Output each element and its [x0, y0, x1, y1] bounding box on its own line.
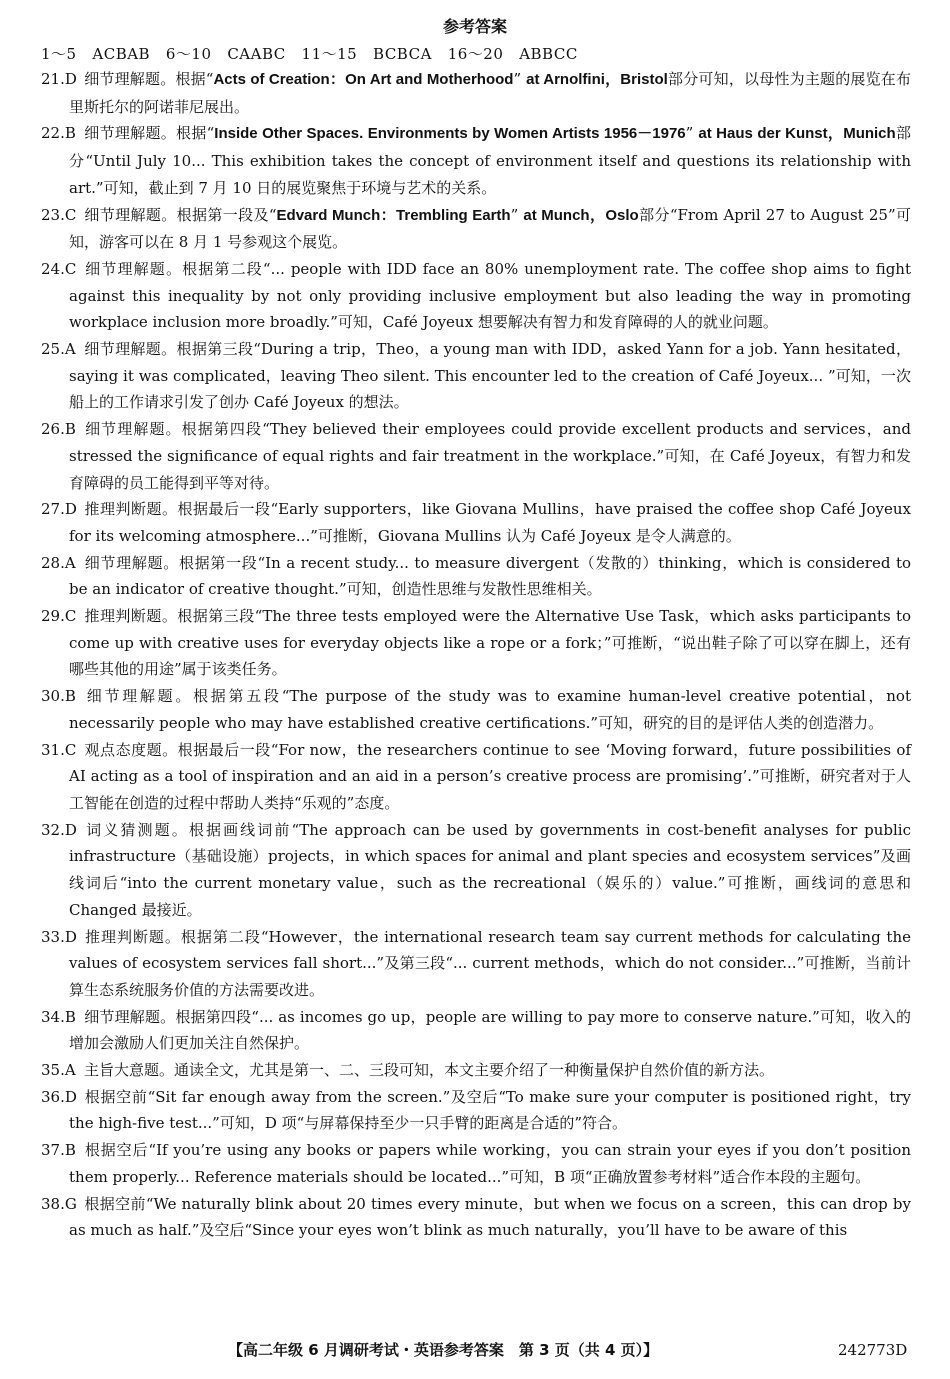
explanation-item	[41, 924, 911, 1004]
explanation-text: 主旨大意题。通读全文，尤其是第一、二、三段可知，本文主要介绍了一种衡量保护自然价值的新方法。	[84, 1061, 775, 1080]
item-number: 22.B	[41, 124, 76, 143]
explanation-item	[41, 202, 911, 256]
item-number: 30.B	[41, 687, 76, 706]
explanation-text: 细节理解题。根据“	[84, 70, 214, 88]
item-number: 32.D	[41, 820, 77, 839]
explanation-item	[41, 1137, 911, 1190]
answer-key-line: 1～5 ACBAB 6～10 CAABC 11～15 BCBCA 16～20 ABBCC	[41, 45, 578, 63]
explanation-item	[41, 1084, 911, 1137]
footer-code: 242773D	[838, 1341, 908, 1359]
explanation-text: 部分“Until July 10... This exhibition takes the concept of environment itself and questions its relationship with art.”可知，截止到 7 月 10 日的展览聚焦于环境与艺术的关系。	[69, 124, 911, 197]
explanation-item	[41, 496, 911, 549]
explanation-text: 细节理解题。根据第四段“... as incomes go up，people are willing to pay more to conserve nature.”可知，收入的增加会激励人们更加关注自然保护。	[69, 1007, 911, 1053]
explanation-text: ”	[513, 70, 527, 88]
explanation-text: 根据空前“Sit far enough away from the screen.”及空后“To make sure your computer is positioned right，try the high-five test...”可知，D 项“与屏幕保持至少一只手臂的距离是合适的”符合。	[69, 1087, 911, 1133]
explanation-item	[41, 817, 911, 924]
page-title: 参考答案	[442, 17, 507, 36]
explanation-text: 细节理解题。根据第一段及“	[84, 205, 277, 224]
item-number: 37.B	[41, 1141, 76, 1160]
item-number: 36.D	[41, 1087, 77, 1106]
explanation-text: ”	[685, 124, 699, 143]
bold-title: Inside Other Spaces. Environments by Women Artists 1956－1976	[214, 125, 686, 143]
explanation-item	[41, 120, 911, 201]
explanation-text: 细节理解题。根据第三段“During a trip，Theo，a young man with IDD，asked Yann for a job. Yann hesitated，saying it was complicated，leaving Theo silent. This encounter led to the creation of Café Joyeux... ”可知，一次船上的工作请求引发了创办 Café Joyeux 的想法。	[69, 340, 911, 412]
explanation-text: 根据空后“If you’re using any books or papers while working，you can strain your eyes if you don’t position them properly... Reference materials should be located...”可知，B 项“正确放置参考材料”适合作本段的主题句。	[69, 1141, 911, 1186]
explanation-list	[41, 66, 911, 1244]
explanation-item	[41, 416, 911, 496]
explanation-text: 词义猜测题。根据画线词前“The approach can be used by governments in cost-benefit analyses for public infrastructure（基础设施）projects，in which spaces for animal and plant species and ecosystem services”及画线词后“into the current monetary value，such as the recreational（娱乐的）value.”可推断，画线词的意思和 Changed 最接近。	[69, 820, 911, 919]
bold-title: Acts of Creation：On Art and Motherhood	[213, 71, 514, 88]
explanation-text: 观点态度题。根据最后一段“For now，the researchers continue to see ‘Moving forward，future possibilities of AI acting as a tool of inspiration and an aid in a person’s creative process are promising’.”可推断，研究者对于人工智能在创造的过程中帮助人类持“乐观的”态度。	[69, 740, 911, 812]
item-number: 29.C	[41, 607, 77, 626]
explanation-text: 细节理解题。根据第四段“They believed their employees could provide excellent products and services，and stressed the significance of equal rights and fair treatment in the workplace.”可知，在 Café Joyeux，有智力和发育障碍的员工能得到平等对待。	[69, 420, 911, 492]
explanation-item	[41, 1191, 911, 1244]
explanation-item	[41, 737, 911, 817]
explanation-text: 细节理解题。根据第二段“... people with IDD face an 80% unemployment rate. The coffee shop aims to fight against this inequality by not only providing inclusive employment but also leading the way in promoting workplace inclusion more broadly.”可知，Café Joyeux 想要解决有智力和发育障碍的人的就业问题。	[69, 259, 911, 332]
explanation-item	[41, 1004, 911, 1057]
bold-title: at Arnolfini，Bristol	[526, 71, 668, 88]
item-number: 31.C	[41, 740, 77, 759]
bold-title: at Munch，Oslo	[523, 206, 639, 224]
item-number: 25.A	[41, 340, 76, 359]
item-number: 24.C	[41, 259, 77, 278]
item-number: 33.D	[41, 927, 77, 946]
item-number: 38.G	[41, 1194, 77, 1213]
explanation-text: ”	[510, 205, 524, 224]
explanation-text: 推理判断题。根据第二段“However，the international research team say current methods for calculating the values of ecosystem services fall short...”及第三段“... current methods，which do not consider...”可推断，当前计算生态系统服务价值的方法需要改进。	[69, 927, 911, 999]
explanation-item	[41, 683, 911, 736]
explanation-text: 推理判断题。根据第三段“The three tests employed were the Alternative Use Task，which asks participants to come up with creative uses for everyday objects like a rope or a fork；”可推断，“说出鞋子除了可以穿在脚上，还有哪些其他的用途”属于该类任务。	[69, 607, 911, 679]
explanation-text: 部分可知，以母性为主题的展览在布里斯托尔的阿诺菲尼展出。	[69, 70, 912, 116]
footer-title: 【高二年级 6 月调研考试・英语参考答案 第 3 页（共 4 页）】	[228, 1341, 659, 1359]
item-number: 27.D	[41, 500, 77, 519]
bold-title: Edvard Munch：Trembling Earth	[276, 206, 511, 224]
item-number: 21.D	[41, 70, 77, 88]
explanation-text: 根据空前“We naturally blink about 20 times every minute，but when we focus on a screen，this can drop by as much as half.”及空后“Since your eyes won’t blink as much naturally，you’ll have to be aware of this	[69, 1194, 911, 1240]
item-number: 28.A	[41, 553, 76, 572]
bold-title: at Haus der Kunst，Munich	[698, 125, 896, 143]
item-number: 23.C	[41, 205, 77, 224]
explanation-item	[41, 336, 911, 416]
explanation-text: 细节理解题。根据“	[84, 124, 215, 143]
explanation-item	[41, 256, 911, 336]
item-number: 34.B	[41, 1007, 76, 1026]
explanation-text: 细节理解题。根据第五段“The purpose of the study was to examine human-level creative potential，not necessarily people who may have established creative certifications.”可知，研究的目的是评估人类的创造潜力。	[69, 687, 911, 732]
explanation-text: 细节理解题。根据第一段“In a recent study... to measure divergent（发散的）thinking，which is considered to be an indicator of creative thought.”可知，创造性思维与发散性思维相关。	[69, 553, 911, 599]
explanation-item	[41, 603, 911, 683]
explanation-text: 推理判断题。根据最后一段“Early supporters，like Giovana Mullins，have praised the coffee shop Café Joyeux for its welcoming atmosphere...”可推断，Giovana Mullins 认为 Café Joyeux 是令人满意的。	[69, 500, 911, 545]
explanation-item	[41, 1057, 911, 1084]
explanation-item	[41, 66, 911, 120]
item-number: 26.B	[41, 420, 76, 439]
explanation-text: 部分“From April 27 to August 25”可知，游客可以在 8 月 1 号参观这个展览。	[69, 205, 911, 252]
explanation-item	[41, 550, 911, 603]
item-number: 35.A	[41, 1061, 76, 1080]
